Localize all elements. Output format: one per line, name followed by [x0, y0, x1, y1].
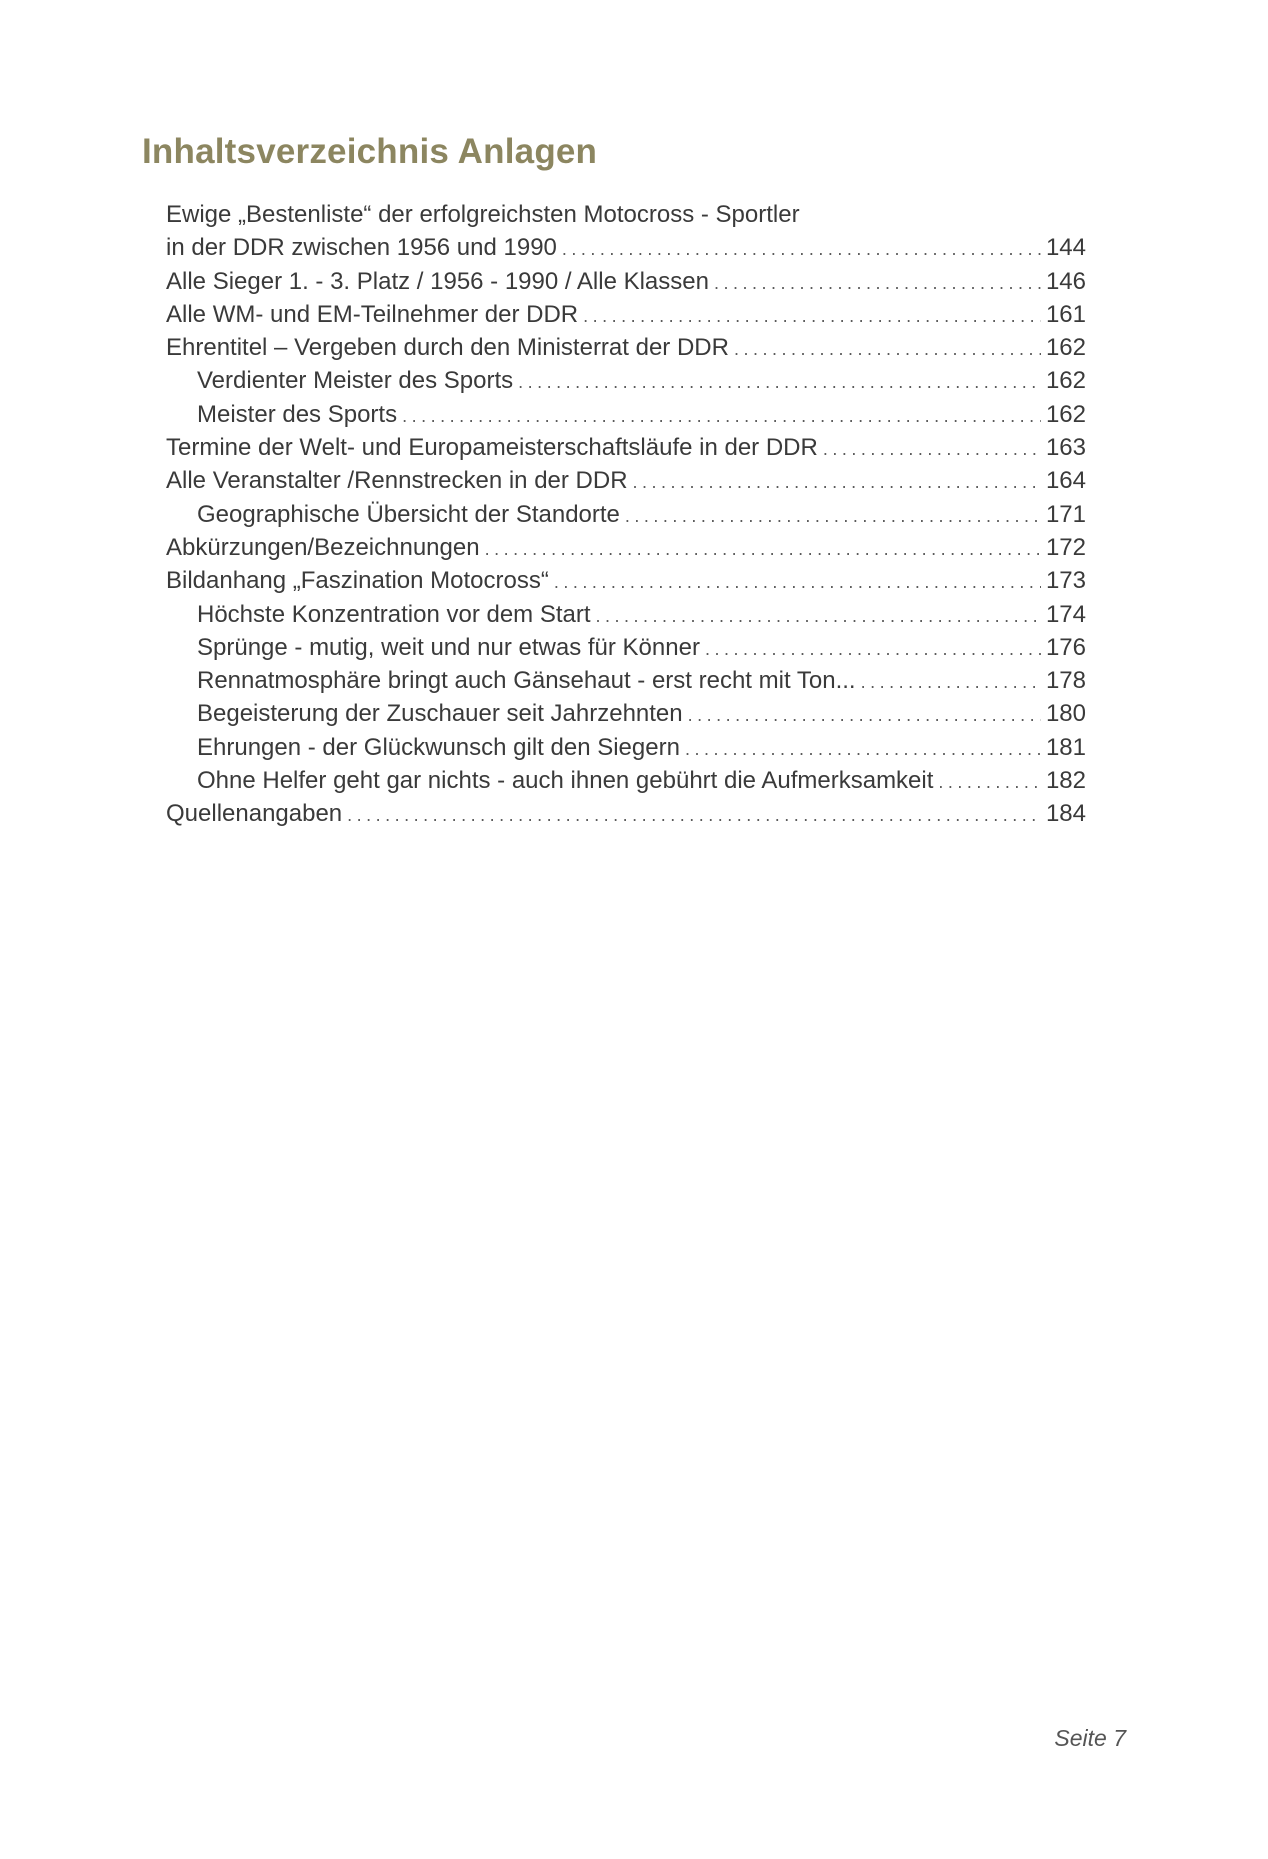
toc-dot-leader: [861, 666, 1041, 699]
toc-entry: [166, 664, 1086, 697]
toc-entry-page: 184: [1045, 800, 1086, 828]
toc-entry: [166, 598, 1086, 631]
toc-entry: [166, 564, 1086, 597]
toc-entry-label: Ewige „Bestenliste“ der erfolgreichsten Motocross - Sportler: [166, 201, 800, 228]
toc-entry: [166, 764, 1086, 797]
toc-entry-label: Höchste Konzentration vor dem Start: [197, 600, 591, 628]
toc-entry-page: 163: [1045, 434, 1086, 462]
toc-entry-label: Quellenangaben: [166, 800, 343, 828]
toc-entry: [166, 797, 1086, 830]
toc-entry-page: 181: [1045, 733, 1086, 761]
toc-entry-label: Verdienter Meister des Sports: [197, 367, 514, 395]
toc-entry-page: 182: [1045, 767, 1086, 795]
toc-entry: [166, 331, 1086, 364]
toc-dot-leader: [402, 400, 1041, 433]
toc-dot-leader: [688, 699, 1041, 732]
toc-dot-leader: [625, 500, 1041, 533]
toc-entry-page: 180: [1045, 700, 1086, 728]
toc-entry: [166, 731, 1086, 764]
toc-entry-label: Alle Veranstalter /Rennstrecken in der DDR: [166, 467, 628, 495]
toc-entry-page: 176: [1045, 633, 1086, 661]
toc-entry-label: Bildanhang „Faszination Motocross“: [166, 567, 549, 595]
toc-entry: [166, 464, 1086, 497]
toc-dot-leader: [633, 466, 1041, 499]
toc-dot-leader: [347, 799, 1041, 832]
toc-entry-page: 171: [1045, 500, 1086, 528]
toc-dot-leader: [562, 233, 1041, 266]
toc-entry: [166, 531, 1086, 564]
toc-entry: [166, 198, 1086, 231]
toc-entry-page: 164: [1045, 467, 1086, 495]
toc-entry-page: 146: [1045, 267, 1086, 295]
toc-entry-page: 162: [1045, 400, 1086, 428]
toc-entry: [166, 364, 1086, 397]
toc-entry-label: Termine der Welt- und Europameisterschaftsläufe in der DDR: [166, 434, 818, 462]
toc-dot-leader: [583, 300, 1041, 333]
toc-entry: [166, 498, 1086, 531]
toc-entry-page: 172: [1045, 533, 1086, 561]
toc-entry-label: Ehrentitel – Vergeben durch den Ministerrat der DDR: [166, 334, 729, 362]
toc-entry: [166, 265, 1086, 298]
toc-entry: [166, 398, 1086, 431]
page-title: Inhaltsverzeichnis Anlagen: [142, 132, 598, 171]
toc-entry-page: 178: [1045, 667, 1086, 695]
toc-entry: [166, 631, 1086, 664]
toc-entry-label: Begeisterung der Zuschauer seit Jahrzehnten: [197, 700, 683, 728]
toc-entry-page: 144: [1045, 234, 1086, 262]
table-of-contents: [166, 198, 1086, 831]
toc-entry-page: 173: [1045, 567, 1086, 595]
toc-entry: [166, 697, 1086, 730]
toc-entry-page: 162: [1045, 367, 1086, 395]
toc-entry-label: Alle WM- und EM-Teilnehmer der DDR: [166, 300, 579, 328]
toc-entry-label: Geographische Übersicht der Standorte: [197, 500, 620, 528]
toc-entry-label: Ehrungen - der Glückwunsch gilt den Siegern: [197, 733, 680, 761]
toc-dot-leader: [734, 333, 1041, 366]
toc-entry-label: Ohne Helfer geht gar nichts - auch ihnen gebührt die Aufmerksamkeit: [197, 767, 934, 795]
toc-entry-label: Rennatmosphäre bringt auch Gänsehaut - erst recht mit Ton...: [197, 667, 856, 695]
toc-entry: [166, 298, 1086, 331]
toc-dot-leader: [596, 600, 1041, 633]
page-number-footer: Seite 7: [1054, 1725, 1126, 1751]
toc-entry: [166, 231, 1086, 264]
toc-entry-label: in der DDR zwischen 1956 und 1990: [166, 234, 557, 262]
toc-entry-page: 161: [1045, 300, 1086, 328]
toc-entry-label: Meister des Sports: [197, 400, 398, 428]
toc-entry-label: Sprünge - mutig, weit und nur etwas für Könner: [197, 633, 700, 661]
toc-dot-leader: [705, 633, 1041, 666]
toc-entry: [166, 431, 1086, 464]
toc-dot-leader: [554, 566, 1041, 599]
toc-entry-label: Abkürzungen/Bezeichnungen: [166, 533, 480, 561]
toc-dot-leader: [518, 366, 1041, 399]
toc-dot-leader: [938, 766, 1041, 799]
toc-dot-leader: [714, 267, 1041, 300]
toc-dot-leader: [485, 533, 1041, 566]
toc-entry-page: 174: [1045, 600, 1086, 628]
toc-entry-page: 162: [1045, 334, 1086, 362]
toc-entry-label: Alle Sieger 1. - 3. Platz / 1956 - 1990 / Alle Klassen: [166, 267, 709, 295]
toc-dot-leader: [823, 433, 1041, 466]
toc-dot-leader: [685, 733, 1041, 766]
